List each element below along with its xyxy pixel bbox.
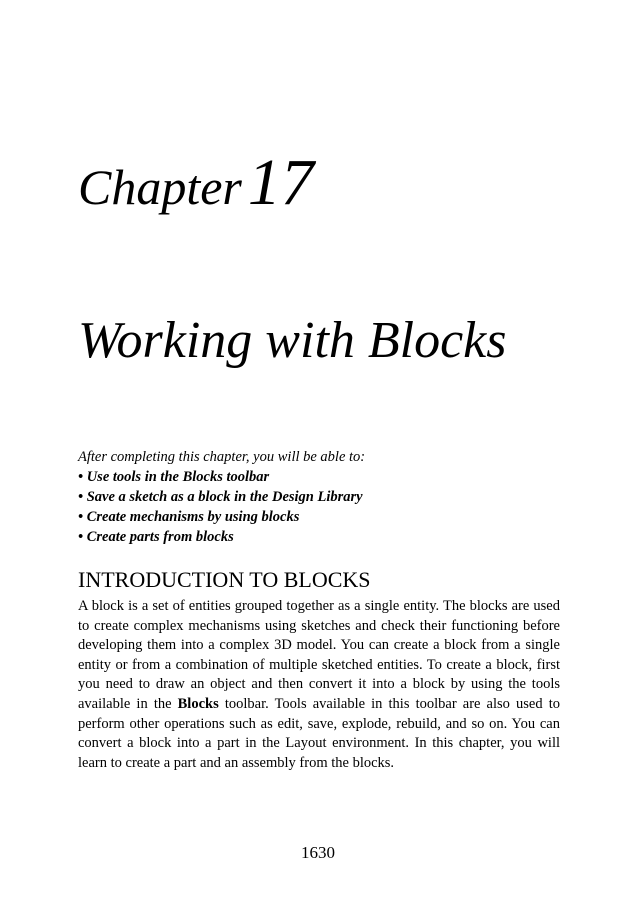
objective-item: • Create mechanisms by using blocks [78,507,563,527]
objective-item: • Save a sketch as a block in the Design Library [78,487,563,507]
objective-item: • Use tools in the Blocks toolbar [78,467,563,487]
objectives-intro: After completing this chapter, you will be able to: [78,449,366,465]
chapter-objectives [78,447,563,547]
chapter-title: Working with Blocks [78,312,507,369]
paragraph-text-end: toolbar. Tools available in this toolbar are also used to perform other operations such as edit, save, explode, rebuild, and so on. You can convert a block into a part in the Layout environment. In this chapter, you will learn to create a part and an assembly from the blocks. [78,695,560,771]
paragraph-text-start: A block is a set of entities grouped together as a single entity. The blocks are used to create complex mechanisms using sketches and check their functioning before developing them into a complex 3D model. You can create a block from a single entity or from a combination of multiple sketched entities. To create a block, first you need to draw an object and then convert it into a block by using the tools available in the [78,598,560,712]
objectives-list [78,467,563,547]
chapter-number: 17 [247,146,314,219]
section-heading: INTRODUCTION TO BLOCKS [78,567,371,592]
intro-paragraph [78,597,560,773]
page-number: 1630 [301,843,335,862]
objective-item: • Create parts from blocks [78,527,563,547]
chapter-label: Chapter [78,159,242,215]
chapter-heading [78,146,314,219]
blocks-toolbar-term: Blocks [177,695,219,712]
